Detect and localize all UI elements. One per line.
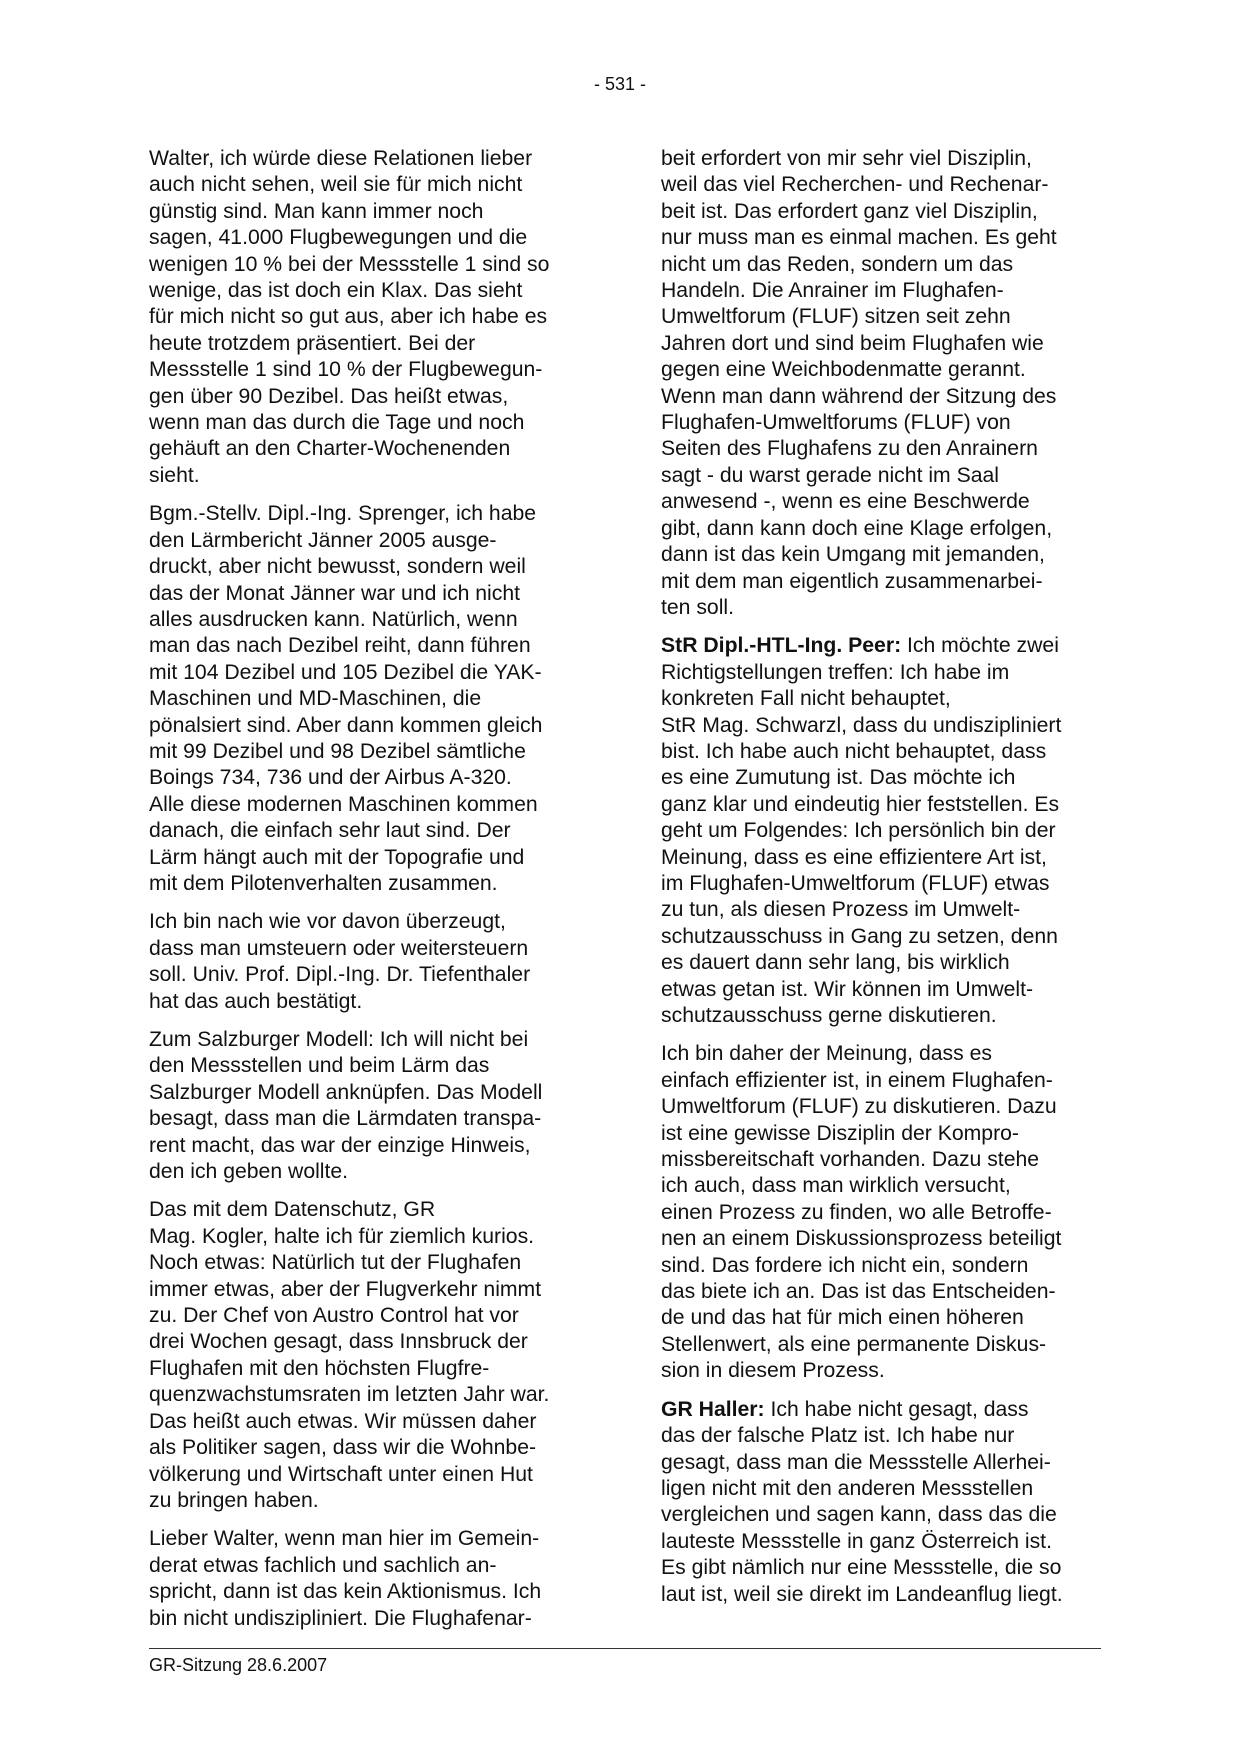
text-line: de und das hat für mich einen höheren <box>661 1306 1024 1330</box>
text-line: zu tun, als diesen Prozess im Umwelt- <box>661 898 1021 922</box>
text-line: soll. Univ. Prof. Dipl.-Ing. Dr. Tiefenthaler <box>149 963 531 987</box>
text-line: pönalsiert sind. Aber dann kommen gleich <box>149 713 543 737</box>
text-line: Zum Salzburger Modell: Ich will nicht bei <box>149 1028 529 1051</box>
text-line: den Lärmbericht Jänner 2005 ausge- <box>149 528 497 552</box>
text-line: hat das auch bestätigt. <box>149 989 363 1013</box>
text-line: ligen nicht mit den anderen Messstellen <box>661 1476 1034 1500</box>
paragraph <box>149 1027 591 1185</box>
text-line: nicht um das Reden, sondern um das <box>661 252 1014 276</box>
text-line: beit ist. Das erfordert ganz viel Disziplin, <box>661 199 1038 223</box>
text-line: ich auch, dass man wirklich versucht, <box>661 1174 1011 1198</box>
text-line: Ich bin daher der Meinung, dass es <box>661 1042 992 1066</box>
text-line: Das mit dem Datenschutz, GR <box>149 1198 436 1222</box>
text-line: mit dem man eigentlich zusammenarbei- <box>661 569 1043 593</box>
text-line: drei Wochen gesagt, dass Innsbruck der <box>149 1330 528 1354</box>
text-line: Flughafen-Umweltforums (FLUF) von <box>661 411 1011 435</box>
text-line: geht um Folgendes: Ich persönlich bin der <box>661 819 1056 843</box>
text-line: Flughafen mit den höchsten Flugfre- <box>149 1356 490 1380</box>
text-line: vergleichen und sagen kann, dass das die <box>661 1503 1057 1527</box>
text-line <box>661 1397 1101 1423</box>
text-line: etwas getan ist. Wir können im Umwelt- <box>661 977 1034 1001</box>
text-line: Wenn man dann während der Sitzung des <box>661 384 1057 408</box>
text-line: nen an einem Diskussionsprozess beteiligt <box>661 1227 1062 1251</box>
text-line: ten soll. <box>661 595 735 619</box>
text-line: Lärm hängt auch mit der Topografie und <box>149 845 525 869</box>
text-line: schutzausschuss in Gang zu setzen, denn <box>661 924 1058 948</box>
text-line: mit 104 Dezibel und 105 Dezibel die YAK- <box>149 660 542 684</box>
paragraph <box>661 146 1101 621</box>
text-line: Lieber Walter, wenn man hier im Gemein- <box>149 1527 540 1551</box>
text-line: für mich nicht so gut aus, aber ich habe es <box>149 305 548 329</box>
text-line: konkreten Fall nicht behauptet, <box>661 687 951 711</box>
text-line: den ich geben wollte. <box>149 1160 349 1184</box>
text-line <box>661 633 1101 659</box>
text-line: es eine Zumutung ist. Das möchte ich <box>661 766 1016 790</box>
text-line: Ich bin nach wie vor davon überzeugt, <box>149 910 506 934</box>
text-line: StR Mag. Schwarzl, dass du undiszipliniert <box>661 713 1062 737</box>
text-line: Stellenwert, als eine permanente Diskus- <box>661 1332 1047 1356</box>
text-line: zu. Der Chef von Austro Control hat vor <box>149 1304 519 1328</box>
text-line: Meinung, dass es eine effizientere Art ist, <box>661 845 1047 869</box>
footer-divider <box>149 1648 1101 1649</box>
text-line: Es gibt nämlich nur eine Messstelle, die so <box>661 1556 1062 1580</box>
text-line: günstig sind. Man kann immer noch <box>149 199 484 223</box>
speaker-text: Ich habe nicht gesagt, dass <box>764 1397 1029 1421</box>
text-line: danach, die einfach sehr laut sind. Der <box>149 819 511 843</box>
right-column <box>661 146 1101 1620</box>
speaker-text: Ich möchte zwei <box>901 634 1059 658</box>
text-line: das der falsche Platz ist. Ich habe nur <box>661 1424 1015 1448</box>
paragraph <box>661 1397 1101 1608</box>
text-line: dass man umsteuern oder weitersteuern <box>149 936 529 960</box>
text-line: schutzausschuss gerne diskutieren. <box>661 1004 997 1027</box>
text-line: gen über 90 Dezibel. Das heißt etwas, <box>149 384 509 408</box>
paragraph <box>149 501 591 897</box>
text-line: gesagt, dass man die Messstelle Allerhei- <box>661 1450 1051 1474</box>
text-line: Alle diese modernen Maschinen kommen <box>149 792 538 816</box>
text-line: sieht. <box>149 463 200 487</box>
text-line: alles ausdrucken kann. Natürlich, wenn <box>149 607 518 631</box>
text-line: wenigen 10 % bei der Messstelle 1 sind so <box>149 252 550 276</box>
text-line: wenn man das durch die Tage und noch <box>149 411 525 435</box>
text-line: im Flughafen-Umweltforum (FLUF) etwas <box>661 871 1050 895</box>
paragraph <box>661 1041 1101 1384</box>
text-line: als Politiker sagen, dass wir die Wohnbe- <box>149 1436 537 1460</box>
text-line: das der Monat Jänner war und ich nicht <box>149 581 520 605</box>
text-line: mit 99 Dezibel und 98 Dezibel sämtliche <box>149 739 526 763</box>
text-line: Boings 734, 736 und der Airbus A-320. <box>149 766 512 790</box>
text-line: missbereitschaft vorhanden. Dazu stehe <box>661 1148 1040 1172</box>
text-line: Das heißt auch etwas. Wir müssen daher <box>149 1409 537 1433</box>
text-line: sind. Das fordere ich nicht ein, sondern <box>661 1253 1029 1277</box>
page-number: - 531 - <box>593 74 647 94</box>
text-line: man das nach Dezibel reiht, dann führen <box>149 634 531 658</box>
text-line: Messstelle 1 sind 10 % der Flugbewegun- <box>149 358 543 382</box>
text-line: Umweltforum (FLUF) sitzen seit zehn <box>661 305 1011 329</box>
speaker-name: GR Haller: <box>661 1397 765 1421</box>
text-line: Jahren dort und sind beim Flughafen wie <box>661 331 1044 355</box>
text-line: besagt, dass man die Lärmdaten transpa- <box>149 1107 542 1131</box>
text-line: Walter, ich würde diese Relationen lieber <box>149 147 533 170</box>
text-line: bist. Ich habe auch nicht behauptet, dass <box>661 739 1047 763</box>
text-line: Noch etwas: Natürlich tut der Flughafen <box>149 1251 522 1275</box>
text-line: sagt - du warst gerade nicht im Saal <box>661 463 999 487</box>
text-line: quenzwachstumsraten im letzten Jahr war. <box>149 1383 550 1407</box>
text-line: Seiten des Flughafens zu den Anrainern <box>661 437 1038 461</box>
text-line: einfach effizienter ist, in einem Flughafen- <box>661 1068 1053 1092</box>
text-line: zu bringen haben. <box>149 1488 319 1512</box>
text-line: Mag. Kogler, halte ich für ziemlich kurios. <box>149 1224 535 1248</box>
text-line: laut ist, weil sie direkt im Landeanflug liegt. <box>661 1582 1063 1606</box>
text-line: derat etwas fachlich und sachlich an- <box>149 1553 497 1577</box>
text-line: ganz klar und eindeutig hier feststellen. Es <box>661 792 1060 816</box>
text-line: weil das viel Recherchen- und Rechenar- <box>661 173 1049 197</box>
text-line: Maschinen und MD-Maschinen, die <box>149 687 482 711</box>
text-line: wenige, das ist doch ein Klax. Das sieht <box>149 279 523 303</box>
speaker-name: StR Dipl.-HTL-Ing. Peer: <box>661 634 902 658</box>
text-line: es dauert dann sehr lang, bis wirklich <box>661 951 1010 975</box>
text-line: gegen eine Weichbodenmatte gerannt. <box>661 358 1026 382</box>
text-line: Umweltforum (FLUF) zu diskutieren. Dazu <box>661 1095 1057 1119</box>
text-line: Salzburger Modell anknüpfen. Das Modell <box>149 1080 543 1104</box>
text-line: bin nicht undiszipliniert. Die Flughafenar- <box>149 1606 532 1630</box>
text-line: das biete ich an. Das ist das Entscheiden- <box>661 1280 1056 1304</box>
paragraph <box>149 1526 591 1632</box>
left-column <box>149 146 591 1644</box>
paragraph <box>149 1197 591 1514</box>
text-line: gehäuft an den Charter-Wochenenden <box>149 437 511 461</box>
text-line: lauteste Messstelle in ganz Österreich ist. <box>661 1529 1052 1553</box>
text-line: Bgm.-Stellv. Dipl.-Ing. Sprenger, ich habe <box>149 502 537 526</box>
paragraph <box>149 909 591 1015</box>
text-line: spricht, dann ist das kein Aktionismus. Ich <box>149 1580 542 1604</box>
text-line: gibt, dann kann doch eine Klage erfolgen, <box>661 516 1053 540</box>
text-line: ist eine gewisse Disziplin der Kompro- <box>661 1121 1019 1145</box>
text-line: sagen, 41.000 Flugbewegungen und die <box>149 226 528 250</box>
text-line: mit dem Pilotenverhalten zusammen. <box>149 871 498 895</box>
text-line: völkerung und Wirtschaft unter einen Hut <box>149 1462 533 1486</box>
text-line: den Messstellen und beim Lärm das <box>149 1054 490 1078</box>
paragraph <box>661 633 1101 1029</box>
text-line: auch nicht sehen, weil sie für mich nicht <box>149 173 523 197</box>
text-line: dann ist das kein Umgang mit jemanden, <box>661 543 1045 567</box>
text-line: druckt, aber nicht bewusst, sondern weil <box>149 555 526 579</box>
text-line: anwesend -, wenn es eine Beschwerde <box>661 490 1030 514</box>
text-line: heute trotzdem präsentiert. Bei der <box>149 331 476 355</box>
footer-session-date: GR-Sitzung 28.6.2007 <box>149 1655 328 1675</box>
text-line: rent macht, das war der einzige Hinweis, <box>149 1133 531 1157</box>
text-line: Handeln. Die Anrainer im Flughafen- <box>661 279 1004 303</box>
paragraph <box>149 146 591 489</box>
text-line: beit erfordert von mir sehr viel Disziplin, <box>661 147 1032 170</box>
text-line: sion in diesem Prozess. <box>661 1359 885 1383</box>
text-line: einen Prozess zu finden, wo alle Betroffe- <box>661 1200 1052 1224</box>
text-line: Richtigstellungen treffen: Ich habe im <box>661 660 1010 684</box>
text-line: immer etwas, aber der Flugverkehr nimmt <box>149 1277 542 1301</box>
text-line: nur muss man es einmal machen. Es geht <box>661 226 1057 250</box>
